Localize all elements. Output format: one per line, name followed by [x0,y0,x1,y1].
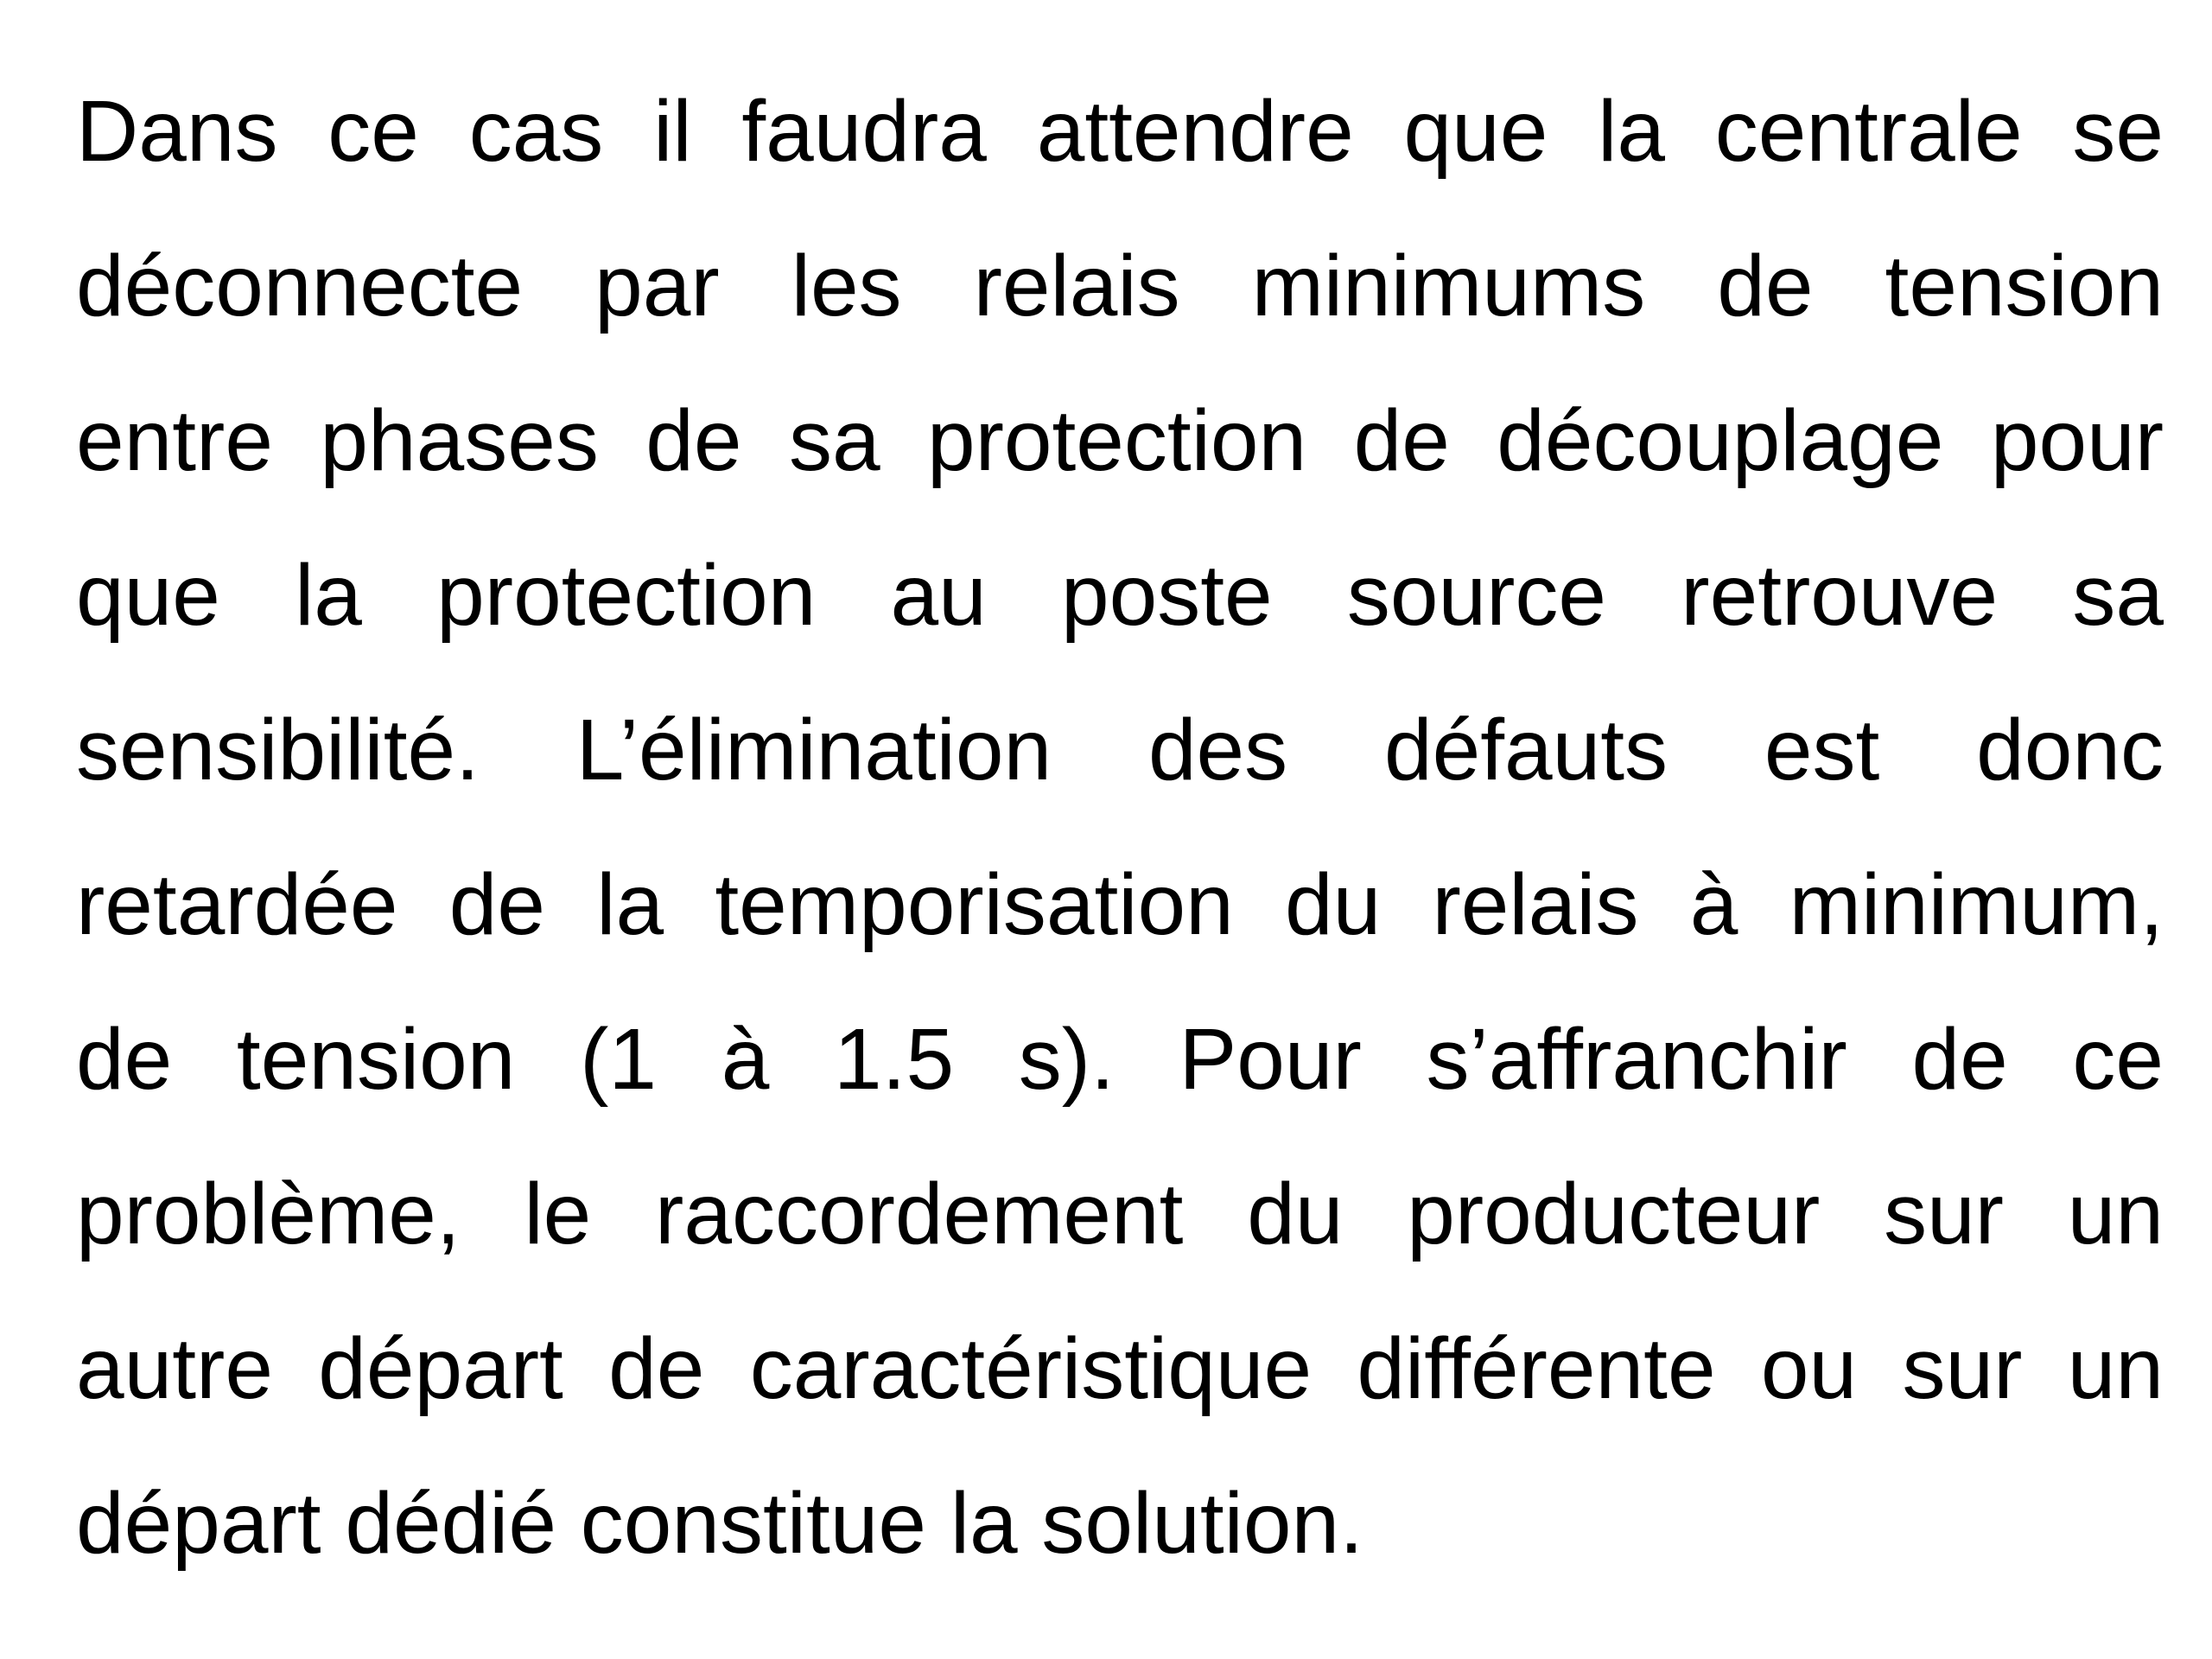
paragraph-line: problème, le raccordement du producteur sur un [76,1166,2164,1262]
paragraph-line: déconnecte par les relais minimums de tension [76,238,2164,334]
paragraph-line: Dans ce cas il faudra attendre que la centrale se [76,83,2164,180]
body-paragraph [76,79,2164,1626]
paragraph-line: retardée de la temporisation du relais à minimum, [76,856,2164,953]
paragraph-line: autre départ de caractéristique différente ou sur un [76,1320,2164,1417]
paragraph-line: sensibilité. L’élimination des défauts est donc [76,702,2164,798]
paragraph-line: départ dédié constitue la solution. [76,1475,1363,1572]
paragraph-line: entre phases de sa protection de découplage pour [76,392,2164,489]
paragraph-line: de tension (1 à 1.5 s). Pour s’affranchir de ce [76,1011,2164,1108]
paragraph-line: que la protection au poste source retrouve sa [76,547,2164,644]
